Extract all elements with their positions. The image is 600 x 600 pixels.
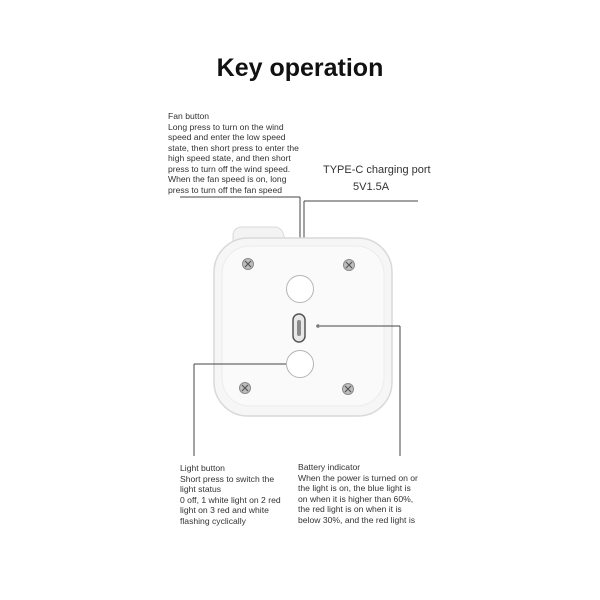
light-note-line: flashing cyclically (180, 515, 246, 526)
charging-port-label: TYPE-C charging port (323, 164, 431, 176)
light-note-line: 0 off, 1 white light on 2 red (180, 494, 281, 505)
light-button[interactable] (287, 351, 314, 378)
fan-note-line: press to turn off the wind speed. (168, 163, 291, 174)
light-note-line: light on 3 red and white (180, 505, 269, 515)
screw-icon (240, 383, 251, 394)
fan-button[interactable] (287, 276, 314, 303)
fan-note-line: Long press to turn on the wind (168, 121, 284, 132)
battery-note-line: Battery indicator (298, 462, 361, 472)
battery-indicator-description (298, 462, 418, 525)
light-button-description (180, 463, 281, 526)
fan-note-line: speed and enter the low speed (168, 132, 286, 142)
battery-note-line: When the power is turned on or (298, 472, 418, 483)
usb-c-port-icon (293, 314, 305, 342)
page-title: Key operation (216, 54, 384, 82)
battery-note-line: on when it is higher than 60%, (298, 493, 414, 504)
battery-note-line: the red light is on when it is (298, 504, 402, 514)
light-note-line: Short press to switch the (180, 473, 275, 484)
fan-note-line: state, then short press to enter the (168, 142, 299, 153)
fan-note-line: press to turn off the fan speed (168, 184, 283, 195)
screw-icon (343, 384, 354, 395)
light-note-line: Light button (180, 463, 225, 473)
screw-icon (344, 260, 355, 271)
screw-icon (243, 259, 254, 270)
fan-note-line: When the fan speed is on, long (168, 174, 287, 184)
charging-port-spec: 5V1.5A (353, 181, 390, 193)
battery-indicator-light (316, 324, 320, 328)
battery-note-line: below 30%, and the red light is (298, 514, 416, 525)
fan-note-line: Fan button (168, 111, 210, 121)
battery-note-line: the light is on, the blue light is (298, 483, 411, 493)
light-note-line: light status (180, 484, 222, 494)
fan-note-line: high speed state, and then short (168, 153, 291, 163)
